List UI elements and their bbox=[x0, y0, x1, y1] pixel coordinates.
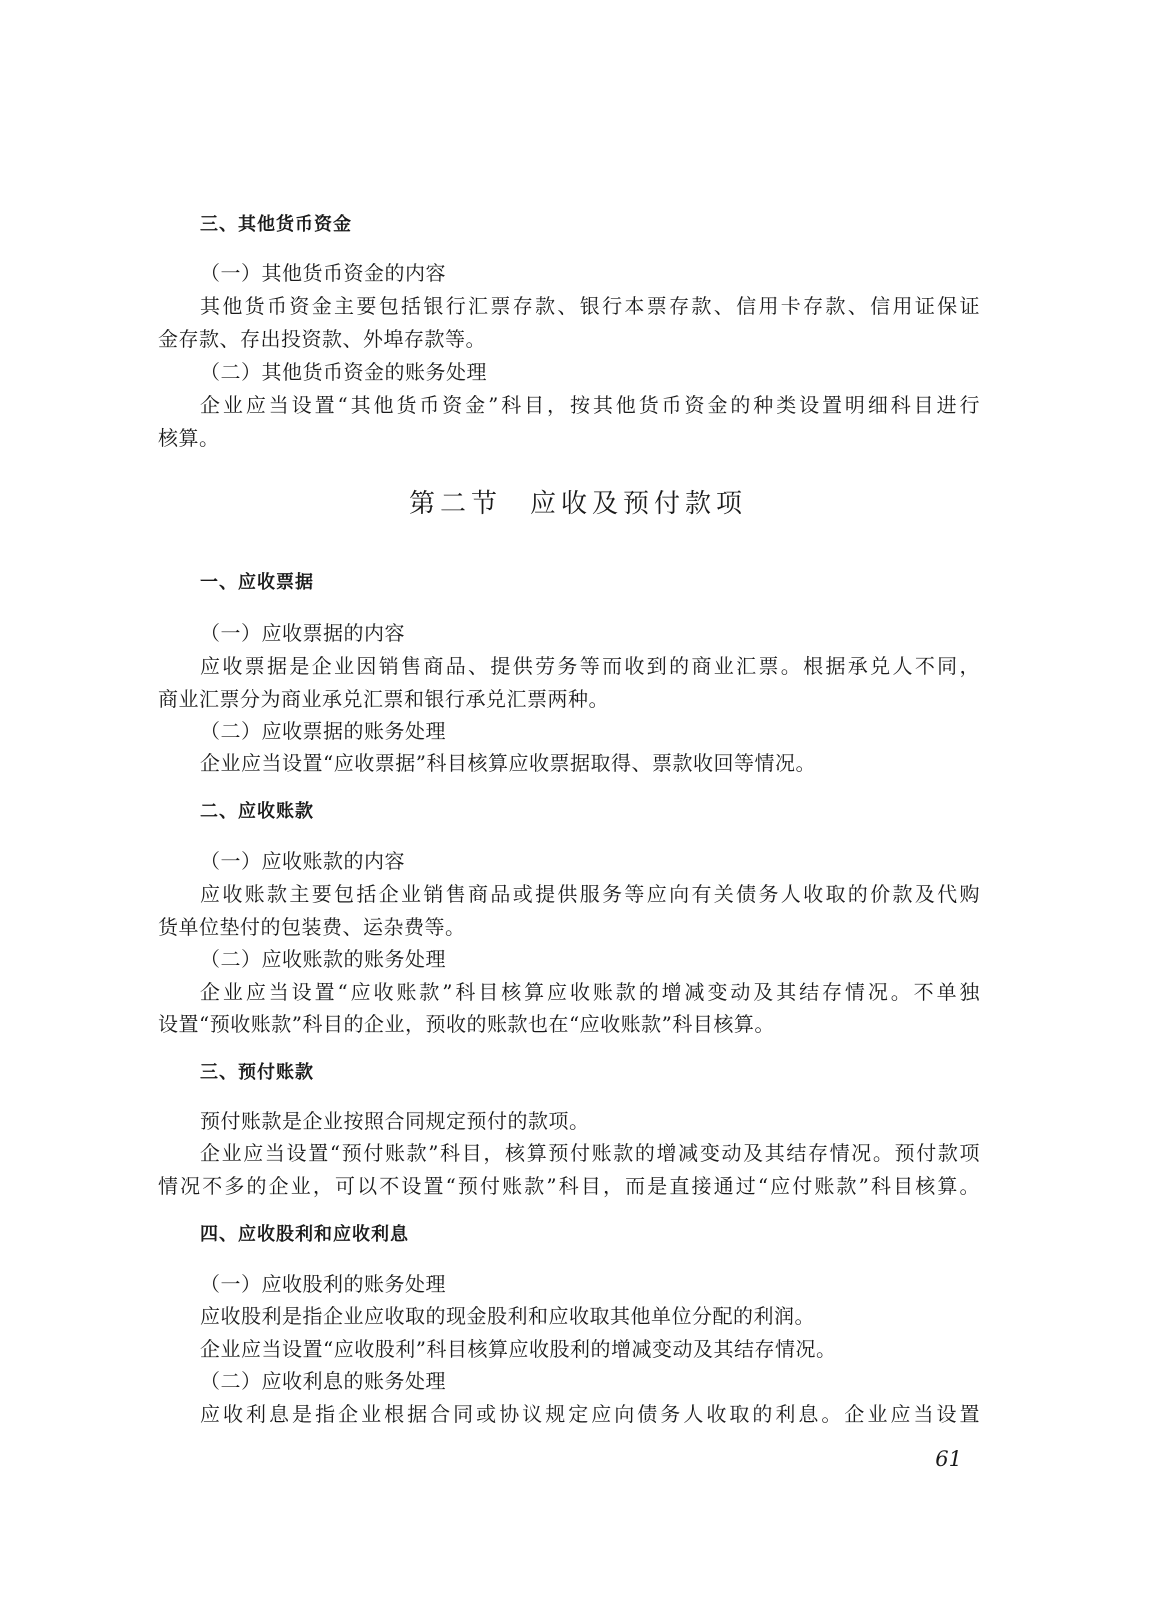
heading-other-monetary-funds: 三、其他货币资金 bbox=[200, 214, 352, 235]
subheading-accounting: （二）应收账款的账务处理 bbox=[200, 947, 446, 971]
paragraph-line: 其他货币资金主要包括银行汇票存款、银行本票存款、信用卡存款、信用证保证 bbox=[200, 294, 980, 318]
section-name: 应收及预付款项 bbox=[530, 489, 748, 519]
page-number: 61 bbox=[935, 1447, 962, 1471]
subheading-dividends: （一）应收股利的账务处理 bbox=[200, 1272, 446, 1296]
paragraph-line: 金存款、存出投资款、外埠存款等。 bbox=[158, 327, 486, 351]
paragraph-line: 企业应当设置“应收票据”科目核算应收票据取得、票款收回等情况。 bbox=[200, 751, 816, 775]
heading-dividends-interest: 四、应收股利和应收利息 bbox=[200, 1224, 409, 1245]
subheading-accounting: （二）应收票据的账务处理 bbox=[200, 719, 446, 743]
subheading-content: （一）应收账款的内容 bbox=[200, 849, 405, 873]
paragraph-line: 核算。 bbox=[158, 426, 220, 450]
paragraph-line: 应收利息是指企业根据合同或协议规定应向债务人收取的利息。企业应当设置 bbox=[200, 1402, 980, 1426]
subheading-accounting: （二）其他货币资金的账务处理 bbox=[200, 360, 487, 384]
paragraph-line: 企业应当设置“预付账款”科目，核算预付账款的增减变动及其结存情况。预付款项 bbox=[200, 1141, 980, 1165]
paragraph-line: 情况不多的企业，可以不设置“预付账款”科目，而是直接通过“应付账款”科目核算。 bbox=[158, 1174, 980, 1198]
paragraph-line: 货单位垫付的包装费、运杂费等。 bbox=[158, 915, 466, 939]
subheading-content: （一）其他货币资金的内容 bbox=[200, 261, 446, 285]
heading-notes-receivable: 一、应收票据 bbox=[200, 572, 314, 593]
subheading-content: （一）应收票据的内容 bbox=[200, 621, 405, 645]
subheading-interest: （二）应收利息的账务处理 bbox=[200, 1369, 446, 1393]
paragraph-line: 应收账款主要包括企业销售商品或提供服务等应向有关债务人收取的价款及代购 bbox=[200, 882, 980, 906]
paragraph-line: 企业应当设置“应收股利”科目核算应收股利的增减变动及其结存情况。 bbox=[200, 1337, 837, 1361]
paragraph-line: 企业应当设置“应收账款”科目核算应收账款的增减变动及其结存情况。不单独 bbox=[200, 980, 980, 1004]
section-title bbox=[0, 486, 1156, 522]
paragraph-line: 应收股利是指企业应收取的现金股利和应收取其他单位分配的利润。 bbox=[200, 1304, 815, 1328]
paragraph-line: 企业应当设置“其他货币资金”科目，按其他货币资金的种类设置明细科目进行 bbox=[200, 393, 980, 417]
heading-accounts-receivable: 二、应收账款 bbox=[200, 801, 314, 822]
paragraph-line: 应收票据是企业因销售商品、提供劳务等而收到的商业汇票。根据承兑人不同， bbox=[200, 654, 980, 678]
paragraph-line: 商业汇票分为商业承兑汇票和银行承兑汇票两种。 bbox=[158, 687, 609, 711]
heading-prepayments: 三、预付账款 bbox=[200, 1062, 314, 1083]
paragraph-line: 预付账款是企业按照合同规定预付的款项。 bbox=[200, 1109, 590, 1133]
paragraph-line: 设置“预收账款”科目的企业，预收的账款也在“应收账款”科目核算。 bbox=[158, 1012, 775, 1036]
section-number: 第二节 bbox=[408, 489, 502, 519]
